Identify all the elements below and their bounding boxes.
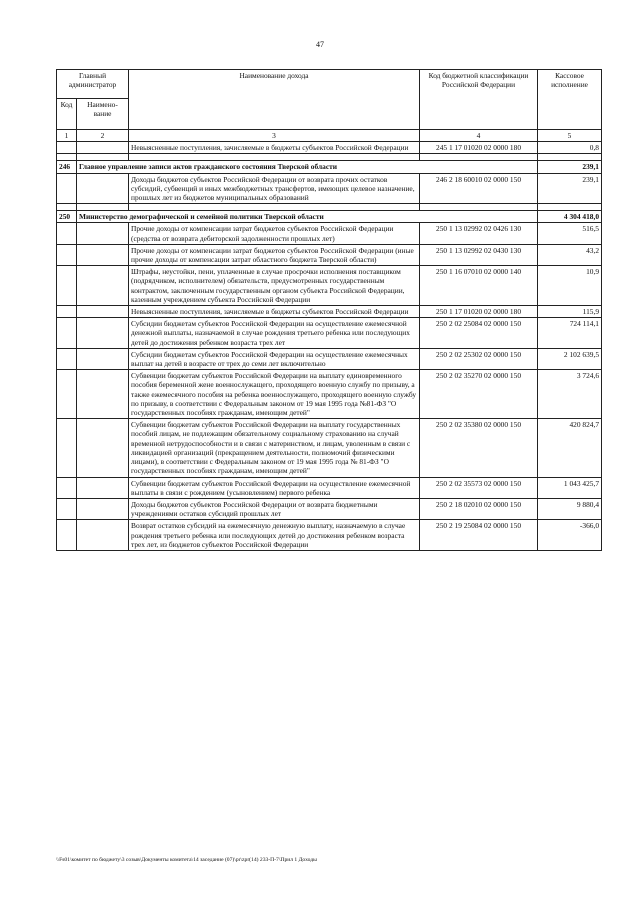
header-cash-execution: Кассовое исполнение <box>538 70 602 130</box>
budget-code: 245 1 17 01020 02 0000 180 <box>420 142 538 154</box>
income-name: Прочие доходы от компенсации затрат бюджетов субъектов Российской Федерации (иные прочие доходы от компенсации затрат областного бюджета Тверской области) <box>129 244 420 265</box>
empty-cell <box>57 348 77 369</box>
table-row <box>57 370 602 419</box>
empty-cell <box>77 244 129 265</box>
empty-cell <box>77 306 129 318</box>
budget-code: 250 1 17 01020 02 0000 180 <box>420 306 538 318</box>
empty-cell <box>57 306 77 318</box>
empty-cell <box>538 154 602 161</box>
table-row <box>57 223 602 244</box>
empty-cell <box>129 204 420 211</box>
column-number: 1 <box>57 130 77 142</box>
page-number: 47 <box>316 40 324 49</box>
table-row <box>57 142 602 154</box>
empty-cell <box>57 520 77 551</box>
header-main-admin: Главный администратор <box>57 70 129 99</box>
budget-code: 250 2 02 35270 02 0000 150 <box>420 370 538 419</box>
budget-code: 250 1 13 02992 02 0426 130 <box>420 223 538 244</box>
cash-amount: 2 102 639,5 <box>538 348 602 369</box>
table-row <box>57 419 602 477</box>
empty-cell <box>77 498 129 519</box>
income-name: Субвенции бюджетам субъектов Российской Федерации на выплату государственных пособий лицам, не подлежащим обязательному социальному страхованию на случай временной нетрудоспособности и в связи с материнством, и лицам, уволенным в связи с ликвидацией организаций (прекращением деятельности, полномочий физическими лицами), в соответствии с Федеральным законом от 19 мая 1995 года № 81-ФЗ "О государственных пособиях гражданам, имеющим детей" <box>129 419 420 477</box>
admin-group-row <box>57 211 602 223</box>
empty-cell <box>57 266 77 306</box>
table-row <box>57 348 602 369</box>
empty-cell <box>77 370 129 419</box>
income-name: Субсидии бюджетам субъектов Российской Федерации на осуществление ежемесячной денежной выплаты, назначаемой в случае рождения третьего ребенка или последующих детей до достижения ребенком возраста трех лет <box>129 318 420 349</box>
income-name: Штрафы, неустойки, пени, уплаченные в случае просрочки исполнения поставщиком (подрядчиком, исполнителем) обязательств, предусмотренных государственным контрактом, заключенным государственным органом субъекта Российской Федерации, казенным учреждением субъекта Российской Федерации <box>129 266 420 306</box>
cash-amount: 9 880,4 <box>538 498 602 519</box>
budget-code: 250 2 02 35573 02 0000 150 <box>420 477 538 498</box>
admin-total: 4 304 418,0 <box>538 211 602 223</box>
cash-amount: 516,5 <box>538 223 602 244</box>
income-name: Невыясненные поступления, зачисляемые в бюджеты субъектов Российской Федерации <box>129 142 420 154</box>
empty-cell <box>57 223 77 244</box>
empty-cell <box>77 419 129 477</box>
cash-amount: 239,1 <box>538 173 602 204</box>
budget-code: 250 2 19 25084 02 0000 150 <box>420 520 538 551</box>
table-row <box>57 306 602 318</box>
income-name: Доходы бюджетов субъектов Российской Федерации от возврата бюджетными учреждениями остатков субсидий прошлых лет <box>129 498 420 519</box>
income-name: Доходы бюджетов субъектов Российской Федерации от возврата прочих остатков субсидий, субвенций и иных межбюджетных трансфертов, имеющих целевое назначение, прошлых лет из бюджетов муниципальных образований <box>129 173 420 204</box>
cash-amount: -366,0 <box>538 520 602 551</box>
admin-name: Главное управление записи актов гражданского состояния Тверской области <box>77 161 538 173</box>
empty-cell <box>77 520 129 551</box>
cash-amount: 3 724,6 <box>538 370 602 419</box>
header-name-short: Наимено-вание <box>77 99 129 130</box>
admin-name: Министерство демографической и семейной политики Тверской области <box>77 211 538 223</box>
empty-cell <box>77 154 129 161</box>
empty-cell <box>420 154 538 161</box>
table-row <box>57 244 602 265</box>
budget-code: 250 2 02 25302 02 0000 150 <box>420 348 538 369</box>
income-name: Прочие доходы от компенсации затрат бюджетов субъектов Российской Федерации (средства от возврата дебиторской задолженности прошлых лет) <box>129 223 420 244</box>
empty-cell <box>57 173 77 204</box>
table-row <box>57 520 602 551</box>
budget-code: 250 2 02 35380 02 0000 150 <box>420 419 538 477</box>
empty-cell <box>57 318 77 349</box>
income-table <box>56 69 602 551</box>
cash-amount: 1 043 425,7 <box>538 477 602 498</box>
income-name: Субсидии бюджетам субъектов Российской Федерации на осуществление ежемесячных выплат на детей в возрасте от трех до семи лет включительно <box>129 348 420 369</box>
empty-cell <box>77 348 129 369</box>
empty-cell <box>57 154 77 161</box>
empty-cell <box>77 223 129 244</box>
column-number: 5 <box>538 130 602 142</box>
admin-group-row <box>57 161 602 173</box>
budget-code: 250 1 16 07010 02 0000 140 <box>420 266 538 306</box>
empty-cell <box>77 318 129 349</box>
table-row <box>57 173 602 204</box>
empty-cell <box>420 204 538 211</box>
cash-amount: 43,2 <box>538 244 602 265</box>
empty-cell <box>57 477 77 498</box>
empty-cell <box>77 173 129 204</box>
table-row <box>57 498 602 519</box>
header-budget-code: Код бюджетной классификации Российской Федерации <box>420 70 538 130</box>
cash-amount: 10,9 <box>538 266 602 306</box>
empty-cell <box>57 370 77 419</box>
budget-code: 246 2 18 60010 02 0000 150 <box>420 173 538 204</box>
column-number: 2 <box>77 130 129 142</box>
spacer-row <box>57 204 602 211</box>
table-body <box>57 142 602 551</box>
column-number: 3 <box>129 130 420 142</box>
income-name: Субвенции бюджетам субъектов Российской Федерации на осуществление ежемесячной выплаты в связи с рождением (усыновлением) первого ребенка <box>129 477 420 498</box>
spacer-row <box>57 154 602 161</box>
empty-cell <box>57 498 77 519</box>
income-name: Возврат остатков субсидий на ежемесячную денежную выплату, назначаемую в случае рождения третьего ребенка или последующих детей до достижения ребенком возраста трех лет, из бюджетов субъектов Российской Федерации <box>129 520 420 551</box>
budget-code: 250 2 18 02010 02 0000 150 <box>420 498 538 519</box>
income-name: Субвенции бюджетам субъектов Российской Федерации на выплату единовременного пособия беременной жене военнослужащего, проходящего военную службу по призыву, а также ежемесячного пособия на ребенка военнослужащего, проходящего военную службу по призыву, в соответствии с Федеральным законом от 19 мая 1995 года №81-ФЗ "О государственных пособиях гражданам, имеющим детей" <box>129 370 420 419</box>
table-row <box>57 318 602 349</box>
empty-cell <box>77 266 129 306</box>
column-numbers-row <box>57 130 602 142</box>
admin-code: 246 <box>57 161 77 173</box>
admin-total: 239,1 <box>538 161 602 173</box>
empty-cell <box>538 204 602 211</box>
empty-cell <box>57 142 77 154</box>
footer-file-path: \\Fs01\комитет по бюджету\3 созыв\Документы комитета\14 заседание (07)\pr\zpr(14) 233-П-7\Прил 1 Доходы <box>56 857 317 863</box>
header-code: Код <box>57 99 77 130</box>
column-number: 4 <box>420 130 538 142</box>
table-row <box>57 477 602 498</box>
empty-cell <box>77 142 129 154</box>
empty-cell <box>129 154 420 161</box>
admin-code: 250 <box>57 211 77 223</box>
cash-amount: 724 114,1 <box>538 318 602 349</box>
empty-cell <box>57 419 77 477</box>
budget-code: 250 1 13 02992 02 0430 130 <box>420 244 538 265</box>
empty-cell <box>77 477 129 498</box>
cash-amount: 420 824,7 <box>538 419 602 477</box>
cash-amount: 0,8 <box>538 142 602 154</box>
header-income-name: Наименование дохода <box>129 70 420 130</box>
income-name: Невыясненные поступления, зачисляемые в бюджеты субъектов Российской Федерации <box>129 306 420 318</box>
budget-code: 250 2 02 25084 02 0000 150 <box>420 318 538 349</box>
empty-cell <box>57 244 77 265</box>
cash-amount: 115,9 <box>538 306 602 318</box>
empty-cell <box>77 204 129 211</box>
empty-cell <box>57 204 77 211</box>
table-row <box>57 266 602 306</box>
